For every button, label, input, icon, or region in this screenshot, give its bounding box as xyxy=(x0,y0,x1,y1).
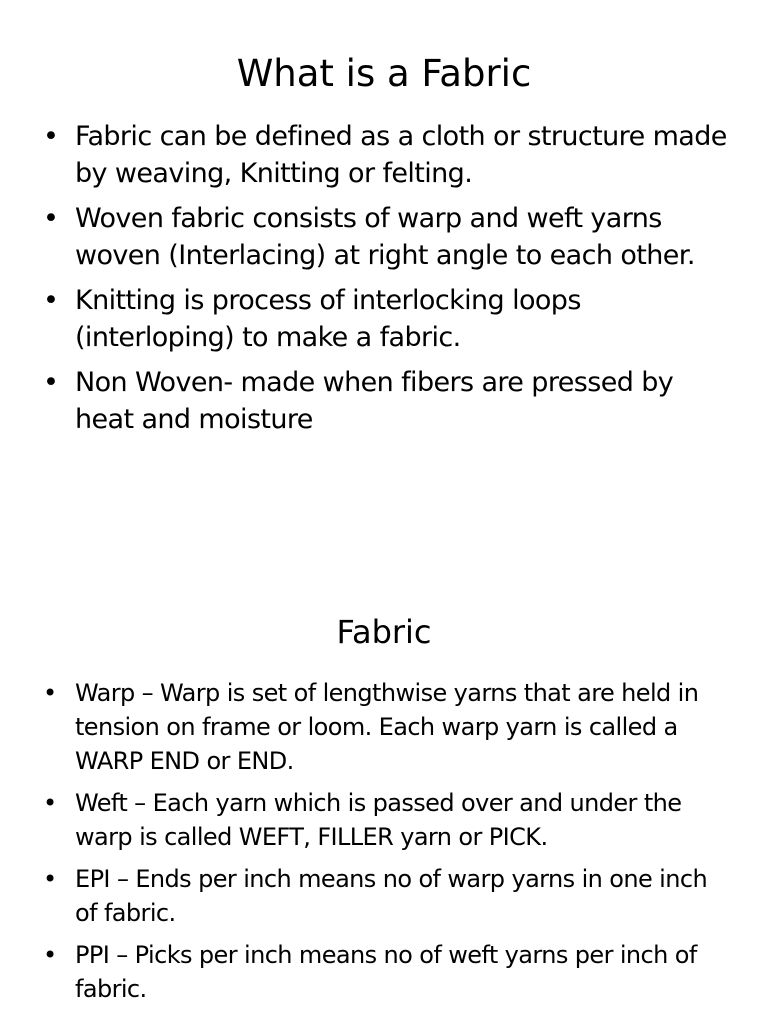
slide-title: Fabric xyxy=(336,613,432,651)
bullet-text: Weft – Each yarn which is passed over and under the warp is called WEFT, FILLER yarn or PICK. xyxy=(75,789,682,851)
bullet-item xyxy=(0,282,768,356)
bullet-text: Woven fabric consists of warp and weft yarns woven (Interlacing) at right angle to each other. xyxy=(75,203,695,271)
slide-what-is-a-fabric xyxy=(0,0,768,500)
bullet-item xyxy=(0,862,768,930)
bullet-item xyxy=(0,200,768,274)
bullet-text: Non Woven- made when fibers are pressed by heat and moisture xyxy=(75,367,674,435)
bullet-text: Fabric can be defined as a cloth or structure made by weaving, Knitting or felting. xyxy=(75,121,727,189)
bullet-marker: • xyxy=(43,203,59,234)
bullet-text: Knitting is process of interlocking loops (interloping) to make a fabric. xyxy=(75,285,581,353)
bullet-item xyxy=(0,676,768,778)
bullet-text: PPI – Picks per inch means no of weft yarns per inch of fabric. xyxy=(75,941,697,1003)
bullet-marker: • xyxy=(43,941,57,969)
bullet-marker: • xyxy=(43,367,59,398)
bullet-item xyxy=(0,938,768,1006)
slide-title: What is a Fabric xyxy=(236,52,532,95)
bullet-item xyxy=(0,118,768,192)
bullet-text: Warp – Warp is set of lengthwise yarns that are held in tension on frame or loom. Each warp yarn is called a WARP END or END. xyxy=(75,679,699,775)
bullet-item xyxy=(0,786,768,854)
slide-fabric xyxy=(0,560,768,1024)
bullet-marker: • xyxy=(43,789,57,817)
bullet-item xyxy=(0,364,768,438)
bullet-marker: • xyxy=(43,679,57,707)
bullet-text: EPI – Ends per inch means no of warp yarns in one inch of fabric. xyxy=(75,865,708,927)
bullet-list xyxy=(0,118,768,446)
bullet-marker: • xyxy=(43,865,57,893)
bullet-marker: • xyxy=(43,285,59,316)
bullet-marker: • xyxy=(43,121,59,152)
bullet-list xyxy=(0,676,768,1014)
